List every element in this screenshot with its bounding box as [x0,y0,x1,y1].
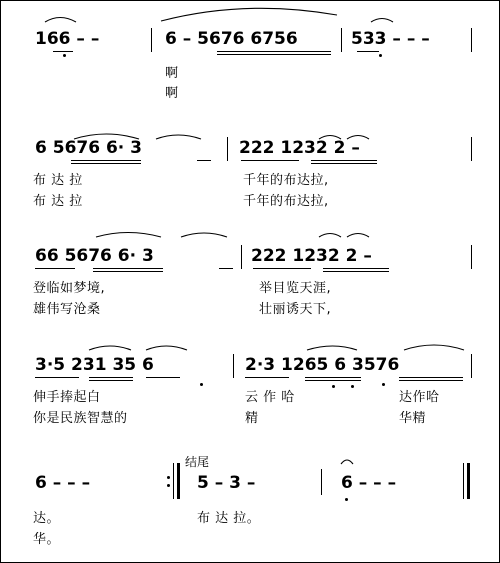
beam [357,51,379,52]
low-octave-dot [382,383,385,386]
beam [399,377,463,378]
lyric-line: 伸手捧起白 [33,390,101,405]
lyric-interjection: 啊 [165,86,179,101]
coda-label: 结尾 [185,455,210,469]
beam [53,51,73,52]
beam [93,271,163,272]
barline [241,245,242,269]
fermata [341,460,353,464]
lyric-line: 布 达 拉。 [197,511,261,526]
barline [471,137,472,161]
note-group: 222 1232 2 – [251,246,372,266]
beam [245,377,289,378]
lyric-line: 千年的布达拉, [243,194,329,209]
barline [151,28,152,52]
beam [399,380,463,381]
note-group: 6 – 5676 6756 [165,29,298,49]
beam [305,380,361,381]
lyric-line: 千年的布达拉, [243,173,329,188]
lyric-line: 壮丽诱天下, [259,302,332,317]
beam [197,160,211,161]
slur [404,345,464,350]
barline [471,354,472,378]
slur [181,233,227,237]
beam [311,160,377,161]
slur [319,234,341,238]
barline [233,354,234,378]
beam [253,268,311,269]
slur [146,346,187,350]
beam [35,268,75,269]
lyric-line: 雄伟写沧桑 [33,302,101,317]
note-group: 2·3 1265 6 3576 [245,355,400,375]
low-octave-dot [63,54,66,57]
note-group: 533 – – – [351,29,430,49]
lyric-line: 你是民族智慧的 [33,411,128,426]
low-octave-dot [345,498,348,501]
repeat-dot [167,476,170,479]
barline [227,137,228,161]
barline [471,245,472,269]
repeat-dot [167,484,170,487]
beam [89,380,133,381]
lyric-line: 登临如梦境, [33,281,106,296]
barline [321,469,322,495]
slur [96,233,161,238]
beam [217,54,331,55]
lyric-line: 举目览天涯, [259,281,332,296]
slur [89,346,131,350]
repeat-barline-thin [173,463,174,499]
beam [35,377,79,378]
lyric-line: 华。 [33,532,61,547]
slur [307,346,357,350]
low-octave-dot [200,383,203,386]
note-group: 166 – – [35,29,100,49]
low-octave-dot [379,54,382,57]
lyric-line: 精 [245,411,259,426]
barline [341,28,342,52]
note-group: 3·5 231 35 6 [35,355,154,375]
note-group: 5 – 3 – [197,473,256,493]
slur [156,135,201,139]
lyric-line: 布 达 拉 [33,173,83,188]
repeat-barline-thick [177,463,180,499]
beam [219,268,233,269]
low-octave-dot [351,385,354,388]
beam [305,377,361,378]
beam [311,163,377,164]
lyric-line: 布 达 拉 [33,194,83,209]
lyric-line: 达作哈 [399,390,440,405]
beam [323,271,389,272]
barline [471,28,472,52]
slur [45,18,76,23]
note-group: 6 – – – [35,473,91,493]
beam [323,268,389,269]
final-barline-thin [463,463,464,499]
lyric-interjection: 啊 [165,66,179,81]
note-group: 6 – – – [341,473,397,493]
final-barline-thick [467,463,470,499]
lyric-line: 华精 [399,411,427,426]
note-group: 66 5676 6· 3 [35,246,154,266]
slur [347,234,369,238]
beam [241,160,299,161]
phrase-slur [161,8,337,21]
note-group: 6 5676 6· 3 [35,138,143,158]
beam [146,377,180,378]
beam [217,51,331,52]
lyric-line: 云 作 哈 [245,390,295,405]
beam [89,377,133,378]
beam [71,163,141,164]
beam [93,268,163,269]
note-group: 222 1232 2 – [239,138,360,158]
low-octave-dot [332,385,335,388]
slur [371,19,393,23]
beam [71,160,141,161]
lyric-line: 达。 [33,511,61,526]
